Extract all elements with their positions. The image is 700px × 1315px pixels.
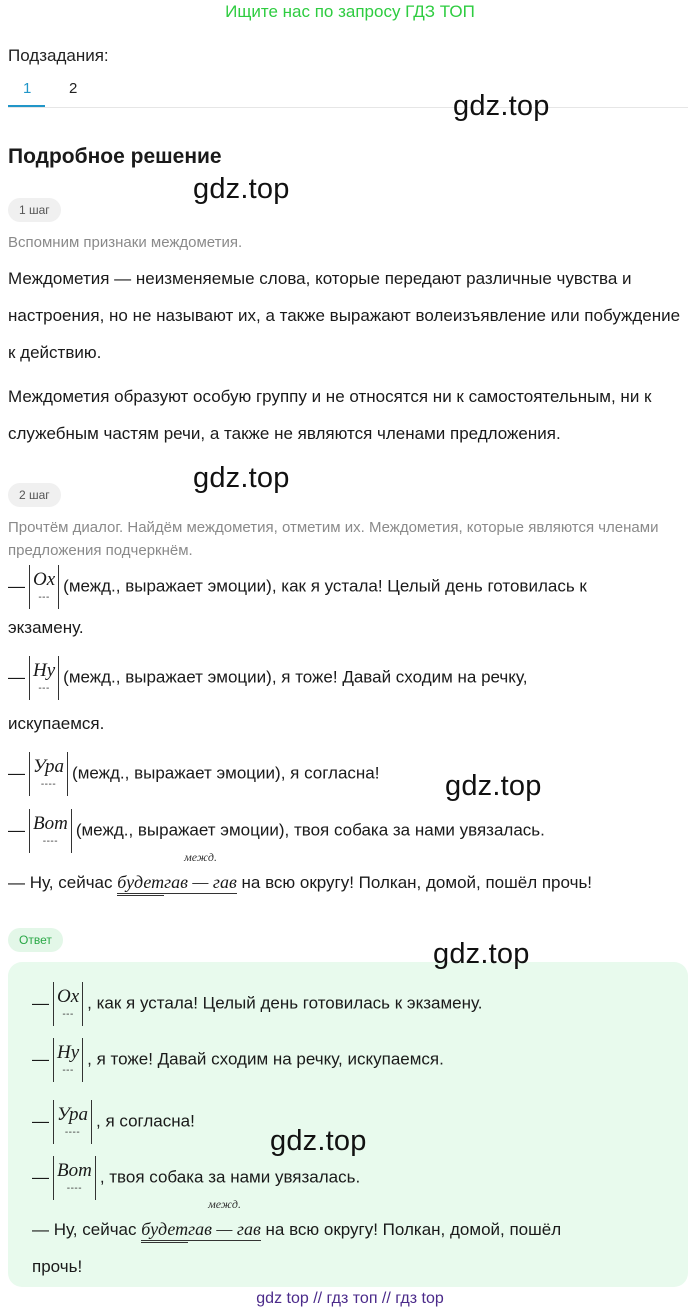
interjection-label: межд.	[208, 1197, 241, 1211]
dialogue-line-1-cont: экзамену.	[8, 618, 84, 637]
dialogue-line-2-cont: искупаемся.	[8, 714, 105, 733]
step-1-paragraph-2: Междометия образуют особую группу и не относятся ни к самостоятельным, ни к служебным частям речи, а также не являются членами предложения.	[8, 387, 652, 443]
dialogue-line-3: — Ура ---- (межд., выражает эмоции), я согласна!	[8, 752, 379, 796]
predicate-underline: будет	[117, 872, 164, 896]
answer-line-1: — Ох --- , как я устала! Целый день готовилась к экзамену.	[32, 982, 483, 1026]
tabs-divider	[8, 107, 688, 108]
answer-line-5-cont: прочь!	[32, 1257, 83, 1276]
interjection-underline: межд. гав — гав	[164, 850, 237, 892]
interjection-mark: Ура ----	[29, 752, 68, 796]
interjection-mark: Вот ----	[29, 809, 72, 853]
interjection-mark: Ох ---	[53, 982, 83, 1026]
dialogue-line-5: — Ну, сейчас будет межд. гав — гав на всю округу! Полкан, домой, пошёл прочь!	[8, 872, 592, 894]
answer-badge: Ответ	[8, 928, 63, 952]
predicate-underline: будет	[141, 1219, 188, 1243]
watermark: gdz.top	[193, 173, 290, 205]
interjection-mark: Ну ---	[29, 656, 59, 700]
answer-line-2: — Ну --- , я тоже! Давай сходим на речку, искупаемся.	[32, 1038, 444, 1082]
watermark: gdz.top	[270, 1125, 367, 1157]
section-title: Подробное решение	[8, 145, 222, 168]
step-1-hint: Вспомним признаки междометия.	[8, 234, 243, 251]
watermark: gdz.top	[445, 770, 542, 802]
step-2-hint: Прочтём диалог. Найдём междометия, отметим их. Междометия, которые являются членами предложения подчеркнём.	[8, 519, 659, 559]
footer-links: gdz top // гдз топ // гдз top	[256, 1290, 444, 1307]
step-1-paragraph-1: Междометия — неизменяемые слова, которые передают различные чувства и настроения, но не называют их, а также выражают волеизъявление или побуждение к действию.	[8, 269, 681, 362]
interjection-mark: Вот ----	[53, 1156, 96, 1200]
interjection-mark: Ох ---	[29, 565, 59, 609]
answer-line-4: — Вот ---- , твоя собака за нами увязалась.	[32, 1156, 360, 1200]
answer-line-5: — Ну, сейчас будет межд. гав — гав на всю округу! Полкан, домой, пошёл	[32, 1219, 561, 1241]
dialogue-line-2: — Ну --- (межд., выражает эмоции), я тоже! Давай сходим на речку,	[8, 656, 527, 700]
watermark: gdz.top	[433, 938, 530, 970]
interjection-label: межд.	[184, 850, 217, 864]
interjection-underline: межд. гав — гав	[188, 1197, 261, 1239]
interjection-mark: Ура ----	[53, 1100, 92, 1144]
step-2-badge: 2 шаг	[8, 483, 61, 507]
tab-subtask-1[interactable]: 1	[23, 80, 32, 97]
answer-line-3: — Ура ---- , я согласна!	[32, 1100, 195, 1144]
watermark: gdz.top	[453, 90, 550, 122]
tab-subtask-2[interactable]: 2	[69, 80, 78, 97]
subtasks-label: Подзадания:	[8, 46, 109, 65]
interjection-mark: Ну ---	[53, 1038, 83, 1082]
dialogue-line-1: — Ох --- (межд., выражает эмоции), как я устала! Целый день готовилась к	[8, 565, 587, 609]
watermark: gdz.top	[193, 462, 290, 494]
step-1-badge: 1 шаг	[8, 198, 61, 222]
dialogue-line-4: — Вот ---- (межд., выражает эмоции), твоя собака за нами увязалась.	[8, 809, 545, 853]
top-banner: Ищите нас по запросу ГДЗ ТОП	[225, 2, 475, 21]
